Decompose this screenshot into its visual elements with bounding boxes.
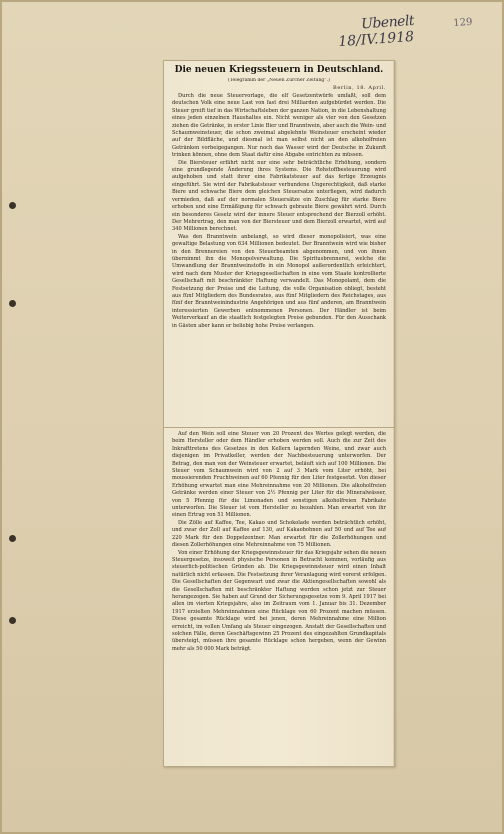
article-body-upper	[172, 93, 386, 428]
punch-hole	[9, 202, 16, 209]
annotation-date: 18/IV.1918	[337, 28, 415, 51]
punch-hole	[9, 300, 16, 307]
article-title: Die neuen Kriegssteuern in Deutschland.	[174, 65, 384, 75]
annotation-name: Ubenelt	[360, 12, 415, 33]
article-body-lower	[172, 431, 386, 763]
punch-hole	[9, 617, 16, 624]
article-source: (Telegramm der „Neuen Zürcher Zeitung“.)	[228, 78, 330, 83]
handwritten-annotation	[337, 12, 473, 56]
clipping-joint	[164, 427, 394, 428]
article-paragraph: Von einer Erhöhung der Kriegsgewinnsteuer für das Kriegsjahr sehen die neuen Steuergesetze, insoweit physische Personen in Betracht kommen, vorläufig aus steuerlich-politischen Gründen ab. Die Kriegsgewinnsteuer wird einen Inhalt natürlich nicht erfassen. Die Festsetzung ihrer Veranlagung wird vorerst erfolgen. Die Gesellschaften der Gegenwart und zwar die Aktiengesellschaften sowohl als die Gesellschaften mit beschränkter Haftung werden schon jetzt zur Steuer herangezogen. Sie haben auf Grund der Sicherungsgesetze vom 9. April 1917 bei allen im vierten Kriegsjahre, also im Zeitraum vom 1. Januar bis 31. Dezember 1917 erzielten Mehreinnahmen eine Rücklage von 60 Prozent machen müssen. Diese gesamte Rücklage wird bei jenen, deren Mehreinnahme eine Million erreicht, im vollen Umfang als Steuer eingezogen. Anstatt der Gesellschaften und solchen Fälle, deren Geschäftsgewinn 25 Prozent des eingezahlten Grundkapitals übersteigt, müssen ihre gesamte Rücklage schon hergeben, wenn der Gewinn mehr als 50 000 Mark beträgt.	[172, 549, 386, 652]
clipping-edge	[393, 61, 395, 766]
article-dateline: Berlin, 18. April.	[333, 85, 386, 91]
punch-hole	[9, 535, 16, 542]
article-paragraph: Die Biersteuer erfährt nicht nur eine sehr beträchtliche Erhöhung, sondern eine grundlegende Änderung ihres Systems. Die Rohstoffbesteuerung wird aufgehoben und statt ihrer eine Fabrikatsteuer auf das fertige Erzeugnis eingeführt. Sie wird der Fabrikatsteuer verbundene Ungerechtigkeit, daß starke Biere und schwache Biere dem gleichen Steuersatze unterliegen, wird dadurch vermieden, daß auf der normalen Steuersätze ein Zuschlag für starke Biere erhoben und eine Ermäßigung für schwach gebraute Biere gewährt wird. Durch ein besonderes Gesetz wird der innere Steuer entsprechend der Bierzoll erhöht. Der Mehrertrag, den man von der Biersteuer und dem Bierzoll erwartet, wird auf 340 Millionen berechnet.	[172, 159, 386, 233]
article-paragraph: Was den Branntwein anbelangt, so wird dieser monopolisiert, was eine gewaltige Belastung von 634 Millionen bedeutet. Der Branntwein wird wie bisher in den Brennereien von den Steuerbeamten abgenommen, und von ihnen übernimmt ihn die Monopolverwaltung. Die Spiritusbrennerei, welche die Umwandlung der Branntweinstoffe in ein Monopol außerordentlich erleichtert, wird nach dem Muster der Kriegsgesellschaften in eine vom Staate kontrollierte Gesellschaft mit beschränkter Haftung verwandelt. Das Monopolamt, dem die Festsetzung der Preise und die Leitung, die volle Organisation obliegt, besteht aus fünf Mitgliedern des Bundesrates, aus fünf Mitgliedern des Reichstages, aus fünf der Branntweinindustrie Angehörigen und aus fünf anderen, am Branntwein interessierten Gewerben entnommenen Personen. Der Händler ist beim Weiterverkauf an die staatlich festgelegten Preise gebunden. Für den Ausschank in Gästen aber kann er beliebig hohe Preise verlangen.	[172, 233, 386, 329]
newspaper-clipping	[163, 60, 395, 767]
annotation-number: 129	[452, 16, 473, 30]
article-paragraph: Die Zölle auf Kaffee, Tee, Kakao und Schokolade werden beträchtlich erhöht, und zwar der Zoll auf Kaffee auf 130, auf Kakaobohnen auf 50 und auf Tee auf 220 Mark für den Doppelzentner. Man erwartet für die Zollerhöhungen und diesen Zollerhöhungen eine Mehreinnahme von 75 Millionen.	[172, 519, 386, 549]
article-paragraph: Auf den Wein soll eine Steuer von 20 Prozent des Wertes gelegt werden, die beim Hersteller oder dem Händler erhoben werden soll. Auch die zur Zeit des Inkrafttretens des Gesetzes in den Kellern lagernden Weine, und zwar auch diejenigen im Privatkeller, werden der Nachbesteuerung unterworfen. Der Betrag, den man von der Weinsteuer erwartet, beläuft sich auf 100 Millionen. Die Steuer vom Schaumwein wird von 2 auf 3 Mark vom Liter erhöht, bei moussierenden Fruchtweinen auf 60 Pfennig für den Liter festgesetzt. Von dieser Erhöhung erwartet man eine Mehreinnahme von 20 Millionen. Die alkoholfreien Getränke werden einer Steuer von 2½ Pfennig per Liter für die Mineralwässer, von 5 Pfennig für die Limonaden und sonstigen alkoholfreien Fabrikate unterworfen. Die Steuer ist vom Hersteller zu bezahlen. Man erwartet von ihr einen Ertrag von 51 Millionen.	[172, 431, 386, 519]
article-paragraph: Durch die neue Steuervorlage, die elf Gesetzentwürfe umfaßt, soll dem deutschen Volk eine neue Last von fast drei Milliarden aufgebürdet werden. Die Steuer greift tief in das Wirtschaftsleben der ganzen Nation, in die Lebenshaltung eines jeden einzelnen Haushaltes ein. Nicht weniger als vier von den Gesetzen ziehen die Getränke, in erster Linie Bier und Branntwein, aber auch die Wein- und Schaumweinsteuer, die schon zweimal abgelehnte Weinsteuer erscheint wieder auf der Bildfläche, und diesmal ist man selbst nicht an den alkoholfreien Getränken vorbeigegangen. Nur noch das Wasser wird der Deutsche in Zukunft trinken können, ohne dem Staat dafür eine Abgabe entrichten zu müssen.	[172, 93, 386, 159]
